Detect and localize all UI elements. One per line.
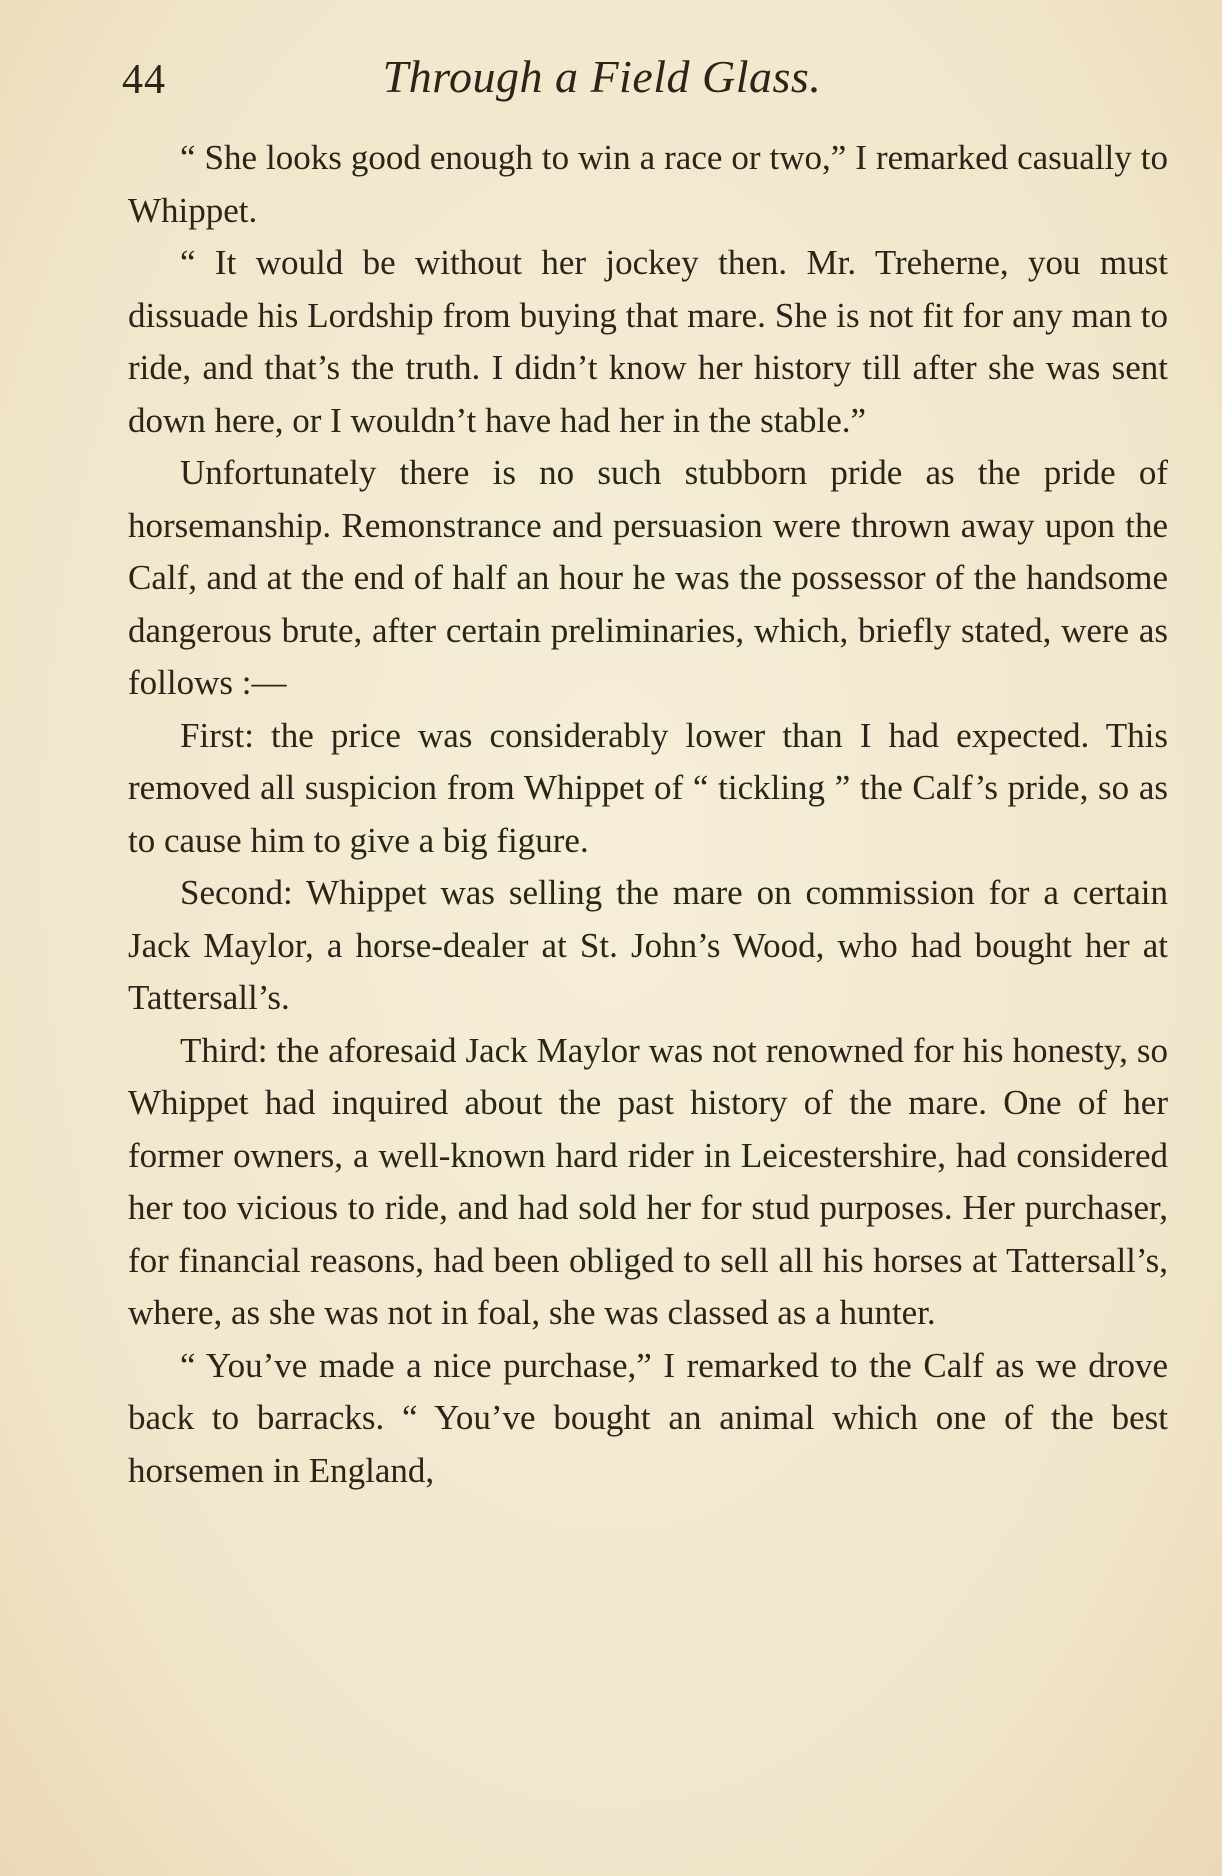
- paragraph: Second: Whippet was selling the mare on commission for a certain Jack Maylor, a horse-dealer at St. John’s Wood, who had bought her at Tattersall’s.: [128, 873, 1168, 1017]
- page-header: [122, 48, 1182, 108]
- paragraph: “ She looks good enough to win a race or two,” I remarked casually to Whippet.: [128, 138, 1168, 230]
- paragraph: “ It would be without her jockey then. Mr. Treherne, you must dissuade his Lordship from buying that mare. She is not fit for any man to ride, and that’s the truth. I didn’t know her history till after she was sent down here, or I wouldn’t have had her in the stable.”: [128, 243, 1168, 440]
- paragraph: First: the price was considerably lower than I had expected. This removed all suspicion from Whippet of “ tickling ” the Calf’s pride, so as to cause him to give a big figure.: [128, 715, 1168, 860]
- page-number: 44: [122, 57, 166, 103]
- running-title: Through a Field Glass.: [382, 51, 822, 102]
- paragraph: Unfortunately there is no such stubborn pride as the pride of horsemanship. Remonstrance and persuasion were thrown away upon the Calf, and at the end of half an hour he was the possessor of the handsome dangerous brute, after certain preliminaries, which, briefly stated, were as follows :—: [128, 453, 1168, 702]
- paragraph: “ You’ve made a nice purchase,” I remarked to the Calf as we drove back to barracks. “ You’ve bought an animal which one of the best horsemen in England,: [128, 1345, 1168, 1490]
- paragraph: Third: the aforesaid Jack Maylor was not renowned for his honesty, so Whippet had inquired about the past history of the mare. One of her former owners, a well-known hard rider in Leicestershire, had considered her too vicious to ride, and had sold her for stud purposes. Her purchaser, for financial reasons, had been obliged to sell all his horses at Tattersall’s, where, as she was not in foal, she was classed as a hunter.: [128, 1030, 1168, 1332]
- body-text: [128, 132, 1168, 1497]
